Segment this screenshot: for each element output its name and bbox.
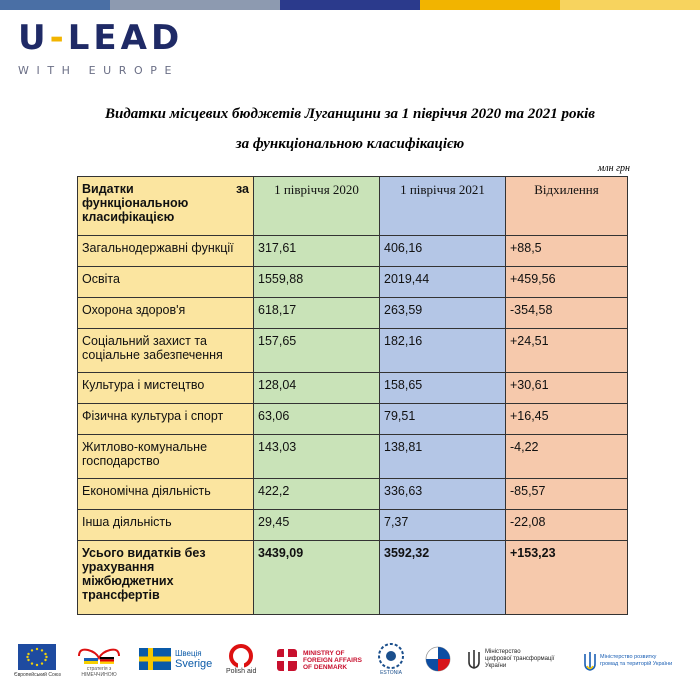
value-2020-cell: 29,45 bbox=[254, 510, 380, 541]
logo-dash: - bbox=[49, 18, 68, 58]
stripe-segment bbox=[0, 0, 110, 10]
value-2021-cell: 158,65 bbox=[380, 373, 506, 404]
deviation-cell: +16,45 bbox=[506, 404, 628, 435]
deviation-cell: -4,22 bbox=[506, 435, 628, 479]
stripe-segment bbox=[110, 0, 280, 10]
value-2021-cell: 182,16 bbox=[380, 329, 506, 373]
regional-line-2: громад та територій України bbox=[600, 661, 673, 667]
digital-line-1: Міністерство bbox=[485, 648, 521, 655]
page-title-line-2: за функціональною класифікацією bbox=[235, 136, 465, 152]
digital-ministry-logo bbox=[467, 648, 554, 670]
column-header: 1 півріччя 2020 bbox=[254, 177, 380, 236]
value-2020-cell: 128,04 bbox=[254, 373, 380, 404]
u-lead-logo bbox=[18, 18, 183, 77]
ua-germany-logo bbox=[72, 646, 126, 678]
denmark-mfa-logo bbox=[276, 648, 362, 672]
value-2021-cell: 406,16 bbox=[380, 236, 506, 267]
value-2021-cell: 263,59 bbox=[380, 298, 506, 329]
value-2020-cell: 317,61 bbox=[254, 236, 380, 267]
category-cell: Економічна діяльність bbox=[78, 479, 254, 510]
regional-line-1: Міністерство розвитку bbox=[600, 654, 657, 660]
polish-aid-icon bbox=[227, 644, 255, 668]
category-cell: Освіта bbox=[78, 267, 254, 298]
table-row bbox=[78, 435, 628, 479]
denmark-text bbox=[303, 650, 362, 671]
denmark-crest-icon bbox=[276, 648, 298, 672]
page-title-line-1: Видатки місцевих бюджетів Луганщини за 1 півріччя 2020 та 2021 років bbox=[105, 106, 595, 122]
table-row bbox=[78, 373, 628, 404]
sweden-line-2: Sverige bbox=[175, 658, 213, 670]
table-row bbox=[78, 267, 628, 298]
denmark-line-1: MINISTRY OF bbox=[303, 649, 345, 657]
total-2021-cell: 3592,32 bbox=[380, 541, 506, 615]
denmark-line-3: OF DENMARK bbox=[303, 663, 348, 671]
estonia-emblem-icon bbox=[377, 642, 405, 670]
stripe-segment bbox=[420, 0, 560, 10]
table-header-row bbox=[78, 177, 628, 236]
ukraine-trident-color-icon bbox=[583, 650, 597, 672]
stripe-segment bbox=[560, 0, 700, 10]
value-2020-cell: 157,65 bbox=[254, 329, 380, 373]
value-2020-cell: 143,03 bbox=[254, 435, 380, 479]
deviation-cell: -22,08 bbox=[506, 510, 628, 541]
eu-flag-icon bbox=[18, 644, 56, 670]
value-2021-cell: 7,37 bbox=[380, 510, 506, 541]
value-2020-cell: 63,06 bbox=[254, 404, 380, 435]
value-2021-cell: 138,81 bbox=[380, 435, 506, 479]
category-cell: Культура і мистецтво bbox=[78, 373, 254, 404]
heart-flags-icon bbox=[74, 646, 124, 666]
table-row bbox=[78, 479, 628, 510]
value-2021-cell: 2019,44 bbox=[380, 267, 506, 298]
deviation-cell: -85,57 bbox=[506, 479, 628, 510]
eu-logo bbox=[14, 644, 61, 678]
slovenia-emblem-icon bbox=[425, 646, 451, 672]
estonia-logo bbox=[377, 642, 405, 676]
sweden-logo bbox=[139, 648, 212, 670]
value-2021-cell: 79,51 bbox=[380, 404, 506, 435]
regional-ministry-logo bbox=[583, 650, 672, 672]
deviation-cell: +459,56 bbox=[506, 267, 628, 298]
value-2020-cell: 422,2 bbox=[254, 479, 380, 510]
polish-aid-caption: Polish aid bbox=[226, 668, 257, 675]
partner-logos-footer bbox=[0, 638, 700, 688]
table-row bbox=[78, 404, 628, 435]
table-row bbox=[78, 510, 628, 541]
eu-caption: Європейський Союз bbox=[14, 672, 61, 678]
logo-subtitle: WITH EUROPE bbox=[18, 64, 180, 77]
sweden-line-1: Швеція bbox=[175, 649, 202, 658]
denmark-line-2: FOREIGN AFFAIRS bbox=[303, 656, 362, 664]
logo-lead: LEAD bbox=[67, 18, 184, 58]
deviation-cell: -354,58 bbox=[506, 298, 628, 329]
column-header: Видатки за функціональною класифікацією bbox=[78, 177, 254, 236]
category-cell: Житлово-комунальне господарство bbox=[78, 435, 254, 479]
deviation-cell: +88,5 bbox=[506, 236, 628, 267]
logo-main-text bbox=[18, 18, 183, 58]
estonia-caption: ESTONIA bbox=[380, 670, 402, 676]
category-cell: Охорона здоров'я bbox=[78, 298, 254, 329]
regional-ministry-text bbox=[600, 654, 672, 668]
table-row bbox=[78, 329, 628, 373]
total-2020-cell: 3439,09 bbox=[254, 541, 380, 615]
value-2021-cell: 336,63 bbox=[380, 479, 506, 510]
digital-ministry-text bbox=[485, 649, 554, 670]
digital-line-3: України bbox=[485, 662, 507, 669]
value-2020-cell: 1559,88 bbox=[254, 267, 380, 298]
category-cell: Фізична культура і спорт bbox=[78, 404, 254, 435]
deviation-cell: +24,51 bbox=[506, 329, 628, 373]
ua-germany-caption: стратегія з НІМЕЧЧИНОЮ bbox=[81, 666, 117, 678]
polish-aid-logo bbox=[226, 644, 256, 675]
column-header: Відхилення bbox=[506, 177, 628, 236]
deviation-cell: +30,61 bbox=[506, 373, 628, 404]
table-total-row bbox=[78, 541, 628, 615]
sweden-flag-icon bbox=[139, 648, 171, 670]
table-row bbox=[78, 298, 628, 329]
sweden-text bbox=[175, 648, 212, 670]
total-deviation-cell: +153,23 bbox=[506, 541, 628, 615]
slovenia-logo bbox=[425, 646, 451, 672]
value-2020-cell: 618,17 bbox=[254, 298, 380, 329]
total-label-cell: Усього видатків без урахування міжбюджетних трансфертів bbox=[78, 541, 254, 615]
digital-line-2: цифрової трансформації bbox=[485, 655, 555, 662]
category-cell: Загальнодержавні функції bbox=[78, 236, 254, 267]
table-row bbox=[78, 236, 628, 267]
category-cell: Соціальний захист та соціальне забезпечення bbox=[78, 329, 254, 373]
column-header: 1 півріччя 2021 bbox=[380, 177, 506, 236]
category-cell: Інша діяльність bbox=[78, 510, 254, 541]
expenditure-table bbox=[77, 176, 628, 615]
logo-u: U bbox=[18, 18, 50, 58]
stripe-segment bbox=[280, 0, 420, 10]
top-color-stripe bbox=[0, 0, 700, 10]
unit-label: млн грн bbox=[597, 163, 630, 174]
ukraine-trident-icon bbox=[467, 648, 481, 670]
